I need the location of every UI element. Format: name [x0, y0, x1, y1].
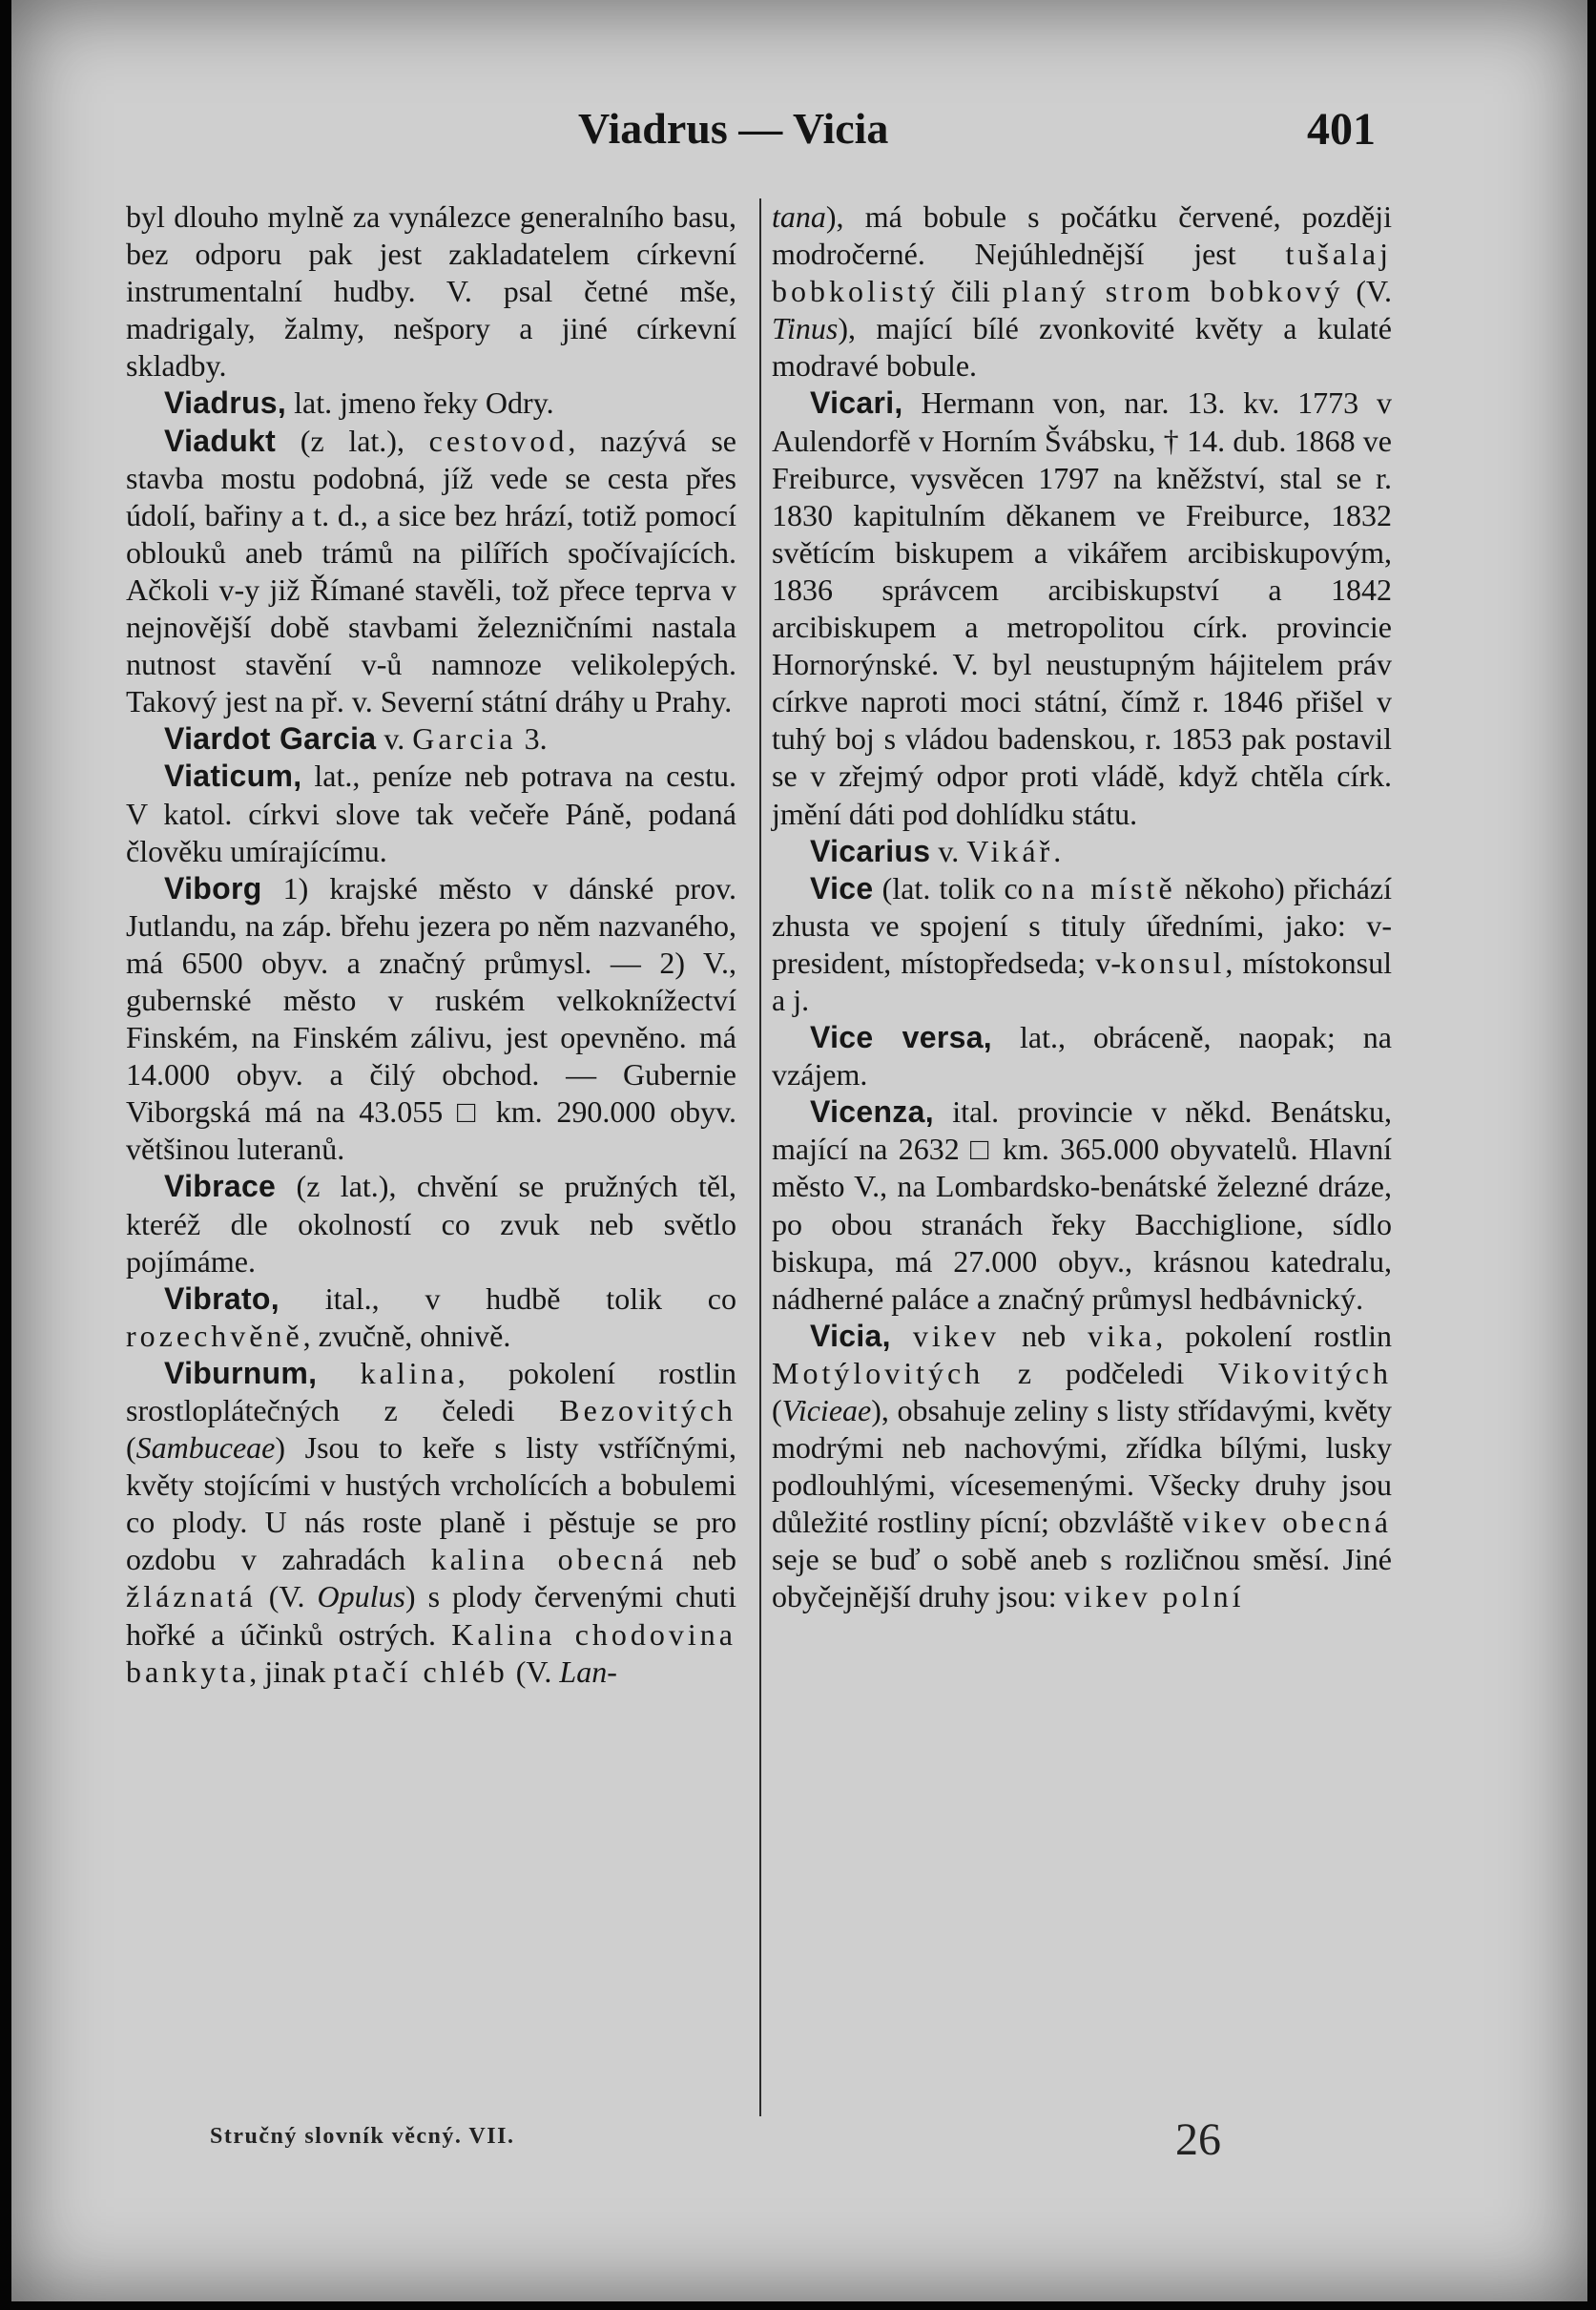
entry-text: , pokolení rostlin srostloplátečných z čeledi — [126, 1355, 736, 1427]
latin-term: Opulus — [317, 1579, 405, 1614]
footer-signature: Stručný slovník věcný. VII. — [210, 2124, 515, 2149]
spaced-term: vikev polní — [1064, 1579, 1245, 1614]
entry-text: (V. — [1343, 274, 1392, 309]
latin-term: Tinus — [772, 311, 839, 346]
entry-text: ), má bobule s počátku červené, později modročerné. Nejúhlednější jest — [772, 199, 1392, 272]
spaced-term: vikev — [912, 1318, 1000, 1353]
entry-text: ) s plody červenými chuti hořké a účinků ostrých. — [126, 1579, 737, 1652]
spaced-term: Vikář — [966, 833, 1054, 868]
dictionary-entry — [126, 423, 736, 721]
spaced-term: kalina — [360, 1355, 458, 1390]
entry-text: , místokonsul a j. — [772, 945, 1393, 1017]
entry-text: Hermann von, nar. 13. kv. 1773 v Aulendorfě v Horním Švábsku, † 14. dub. 1868 ve Freiburce, vysvěcen 1797 na kněžství, stal se r. 1830 kapitulním děkanem ve Freiburce, 1832 světícím biskupem a vikářem arcibiskupovým, 1836 správcem arcibiskupství a 1842 arcibiskupem a metropolitou círk. provincie Hornorýnské. V. byl neustupným hájitelem práv církve naproti moci státní, čímž r. 1846 přišel v tuhý boj s vládou badenskou, r. 1853 pak postavil se v zřejmý odpor proti vládě, když chtěla círk. jmění dáti pod dohlídku státu. — [772, 385, 1392, 831]
entry-text: (V. — [256, 1579, 318, 1614]
entry-text: lat., obráceně, naopak; na vzájem. — [772, 1020, 1392, 1093]
entry-text: ) Jsou to keře s listy vstříčnými, květy stojícími v hustých vrcholících a bobulemi co plody. U nás roste planě i pěstuje se pro ozdobu v zahradách — [126, 1430, 736, 1577]
dictionary-entry — [772, 1093, 1392, 1318]
entry-text — [891, 1319, 913, 1353]
latin-term: Lan- — [559, 1654, 617, 1689]
spaced-term: rozechvěně — [126, 1318, 303, 1353]
dictionary-entry — [126, 870, 736, 1169]
entry-text: , zvučně, ohnivě. — [302, 1318, 511, 1353]
dictionary-entry — [126, 758, 736, 869]
spaced-term: na místě — [1041, 870, 1176, 905]
dictionary-entry — [772, 385, 1392, 832]
entry-text: ( — [772, 1393, 782, 1427]
sheet-number: 26 — [1175, 2114, 1221, 2165]
entry-text: v. — [376, 721, 413, 757]
dictionary-entry — [772, 1019, 1392, 1093]
entry-text: čili — [939, 274, 1003, 309]
entry-headword: Viadrus, — [164, 385, 287, 421]
entry-headword: Vice — [810, 870, 874, 905]
dictionary-page — [11, 0, 1587, 2301]
dictionary-entry — [126, 385, 736, 422]
spaced-term: Bezovitých — [559, 1393, 736, 1427]
spaced-term: Motýlovitých — [772, 1355, 985, 1390]
entry-headword: Vice versa, — [810, 1020, 992, 1055]
entry-text: neb — [667, 1542, 736, 1577]
spaced-term: planý strom bobkový — [1002, 274, 1344, 309]
page-header — [11, 103, 1587, 160]
column-divider — [759, 198, 761, 2116]
entry-text: , jinak — [249, 1654, 334, 1689]
entry-text: 1) krajské město v dánské prov. Jutlandu, na záp. břehu jezera po něm nazvaného, má 6500 obyv. a značný průmysl. — 2) V., gubernské město v ruském velkoknížectví Finském, na Finském zálivu, jest opevněno. má 14.000 obyv. a čilý obchod. — Gubernie Viborgská má na 43.055 □ km. 290.000 obyv. většinou luteranů. — [126, 870, 736, 1167]
entry-text: byl dlouho mylně za vynálezce generalního basu, bez odporu pak jest zakladatelem církevní instrumentalní hudby. V. psal četné mše, madrigaly, žalmy, nešpory a jiné církevní skladby. — [126, 199, 736, 384]
latin-term: Vicieae — [781, 1393, 872, 1427]
entry-text: ital. provincie v někd. Benátsku, mající na 2632 □ km. 365.000 obyvatelů. Hlavní město V., na Lombardsko-benátské železné dráze, po obou stranách řeky Bacchiglione, sídlo biskupa, má 27.000 obyv., krásnou katedralu, nádherné paláce a značný průmysl hedbávnický. — [772, 1094, 1392, 1316]
entry-headword: Viardot Garcia — [164, 721, 377, 757]
entry-continuation — [772, 198, 1392, 385]
spaced-term: tušalaj bobkolistý — [772, 237, 1392, 309]
right-column — [772, 198, 1392, 1616]
spaced-term: Vikovitých — [1217, 1355, 1392, 1390]
entry-text: (z lat.), — [276, 423, 429, 458]
dictionary-entry — [126, 1355, 736, 1691]
entry-headword: Vibrato, — [164, 1280, 280, 1316]
dictionary-entry — [126, 1168, 736, 1280]
entry-text: lat., peníze neb potrava na cestu. V katol. církvi slove tak večeře Páně, podaná člověku umírajícímu. — [126, 759, 736, 868]
entry-text: někoho) přichází zhusta ve spojení s tituly úředními, jako: v-president, místopředseda; v- — [772, 870, 1393, 980]
dictionary-entry — [126, 720, 736, 758]
dictionary-entry — [772, 1318, 1392, 1616]
entry-headword: Viaticum, — [164, 759, 302, 794]
entry-text: z podčeledi — [984, 1355, 1218, 1390]
spaced-term: ptačí chléb — [333, 1654, 508, 1689]
entry-text: seje se buď o sobě aneb s rozličnou směsí. Jiné obyčejnější druhy jsou: — [772, 1542, 1392, 1614]
dictionary-entry — [772, 870, 1392, 1019]
entry-text: . — [1053, 833, 1062, 868]
entry-headword: Viadukt — [164, 423, 277, 458]
entry-headword: Vicari, — [810, 385, 903, 421]
running-title: Viadrus — Vicia — [578, 104, 889, 153]
page-number: 401 — [1307, 104, 1376, 155]
spaced-term: žláznatá — [126, 1579, 257, 1614]
entry-text — [317, 1356, 360, 1390]
latin-term: tana — [772, 199, 826, 234]
entry-headword: Viborg — [164, 870, 262, 905]
spaced-term: Garcia — [412, 721, 517, 757]
spaced-term: vikev obecná — [1182, 1505, 1393, 1540]
entry-headword: Vicenza, — [810, 1094, 934, 1130]
entry-text: ), obsahuje zeliny s listy střídavými, květy modrými neb nachovými, zřídka bílými, lusky podlouhlými, vícesemenými. Všecky druhy jsou důležité rostliny pícní; obzvláště — [772, 1393, 1392, 1540]
entry-text: , nazývá se stavba mostu podobná, jíž vede se cesta přes údolí, bařiny a t. d., a sice bez hrází, totiž pomocí oblouků aneb trámů na pilířích spočívajících. Ačkoli v-y již Římané stavěli, tož přece teprva v nejnovější době stavbami železničními nastala nutnost stavění v-ů namnoze velikolepých. Takový jest na př. v. Severní státní dráhy u Prahy. — [126, 423, 737, 719]
entry-headword: Vibrace — [164, 1169, 277, 1204]
spaced-term: Kalina chodovina bankyta — [126, 1616, 737, 1689]
entry-text: (lat. tolik co — [873, 870, 1042, 905]
entry-text: (V. — [508, 1654, 560, 1689]
spaced-term: kalina obecná — [430, 1542, 668, 1577]
spaced-term: vika — [1088, 1318, 1156, 1353]
entry-text: 3. — [516, 721, 548, 757]
spaced-term: konsul — [1121, 945, 1226, 980]
entry-headword: Viburnum, — [164, 1355, 318, 1390]
spaced-term: cestovod — [428, 423, 569, 458]
latin-term: Sambuceae — [135, 1430, 276, 1466]
entry-text: ), mající bílé zvonkovité květy a kulaté modravé bobule. — [772, 311, 1392, 384]
entry-text: neb — [999, 1318, 1088, 1353]
entry-text: ital., v hudbě tolik co — [279, 1280, 736, 1316]
entry-text: , pokolení rostlin — [1155, 1318, 1392, 1353]
dictionary-entry — [772, 833, 1392, 870]
entry-text: (z lat.), chvění se pružných těl, kteréž dle okolností co zvuk neb světlo pojímáme. — [126, 1169, 736, 1279]
entry-continuation — [126, 198, 736, 385]
entry-headword: Vicia, — [810, 1318, 891, 1353]
entry-text: ( — [126, 1430, 136, 1466]
left-column — [126, 198, 736, 1691]
entry-text: lat. jmeno řeky Odry. — [286, 385, 554, 421]
dictionary-entry — [126, 1280, 736, 1355]
entry-text: v. — [930, 833, 967, 868]
entry-headword: Vicarius — [810, 833, 931, 868]
